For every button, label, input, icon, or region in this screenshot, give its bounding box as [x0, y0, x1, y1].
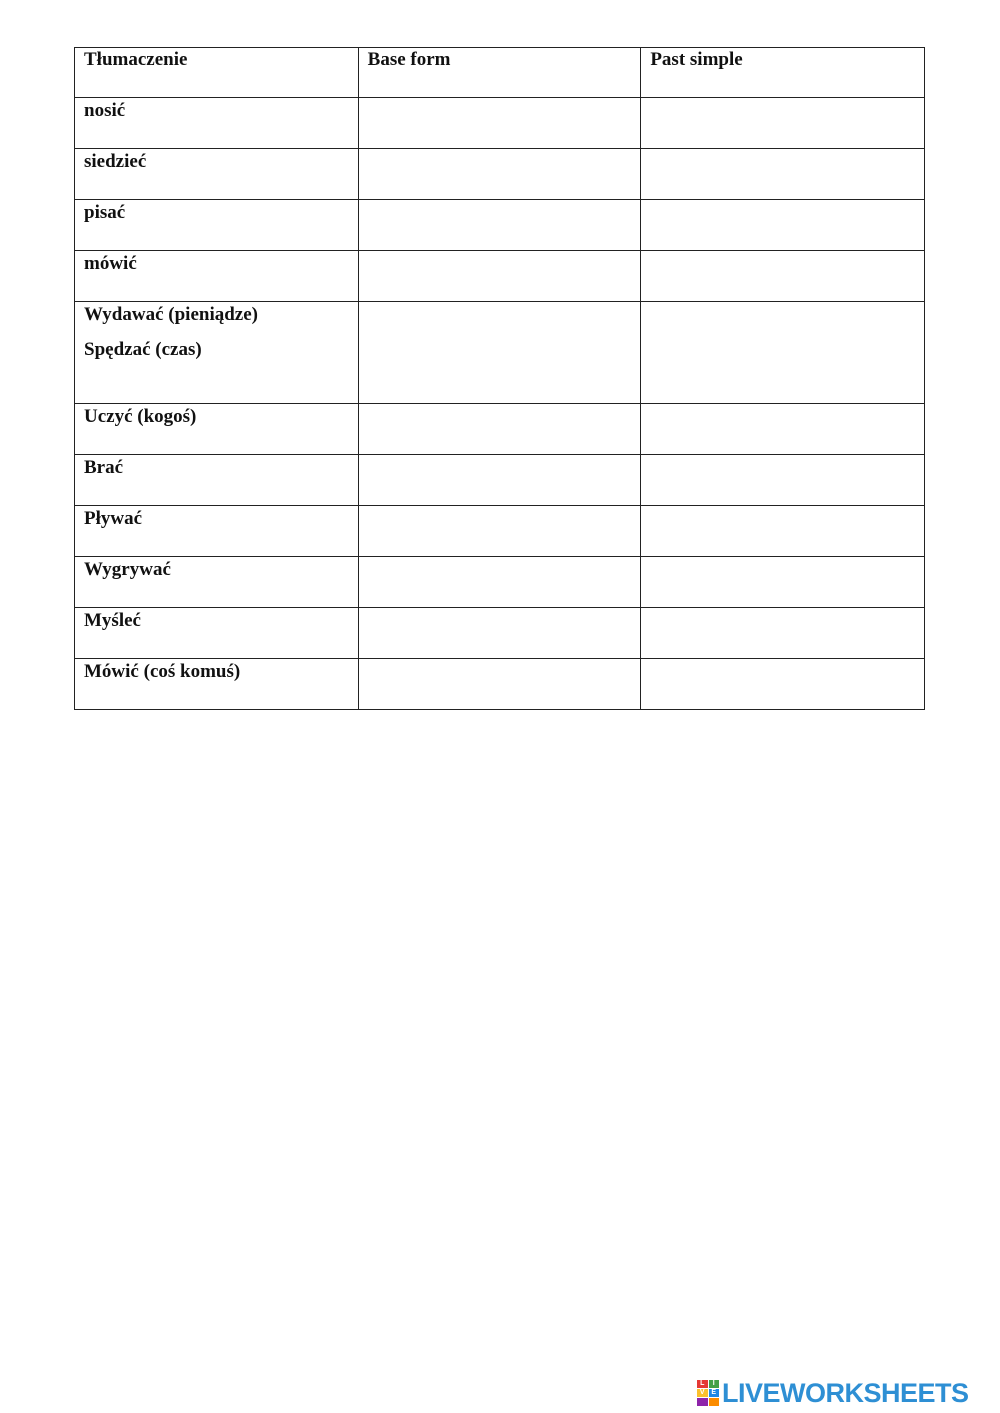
base-form-answer-cell[interactable]	[358, 608, 641, 659]
logo-mark-block	[697, 1398, 708, 1406]
table-row	[75, 98, 925, 149]
table-row	[75, 251, 925, 302]
past-simple-answer-cell[interactable]	[641, 455, 925, 506]
table-row	[75, 302, 925, 404]
translation-cell	[75, 608, 359, 659]
past-simple-answer-cell[interactable]	[641, 149, 925, 200]
translation-text: Myśleć	[84, 610, 141, 631]
translation-cell	[75, 659, 359, 710]
translation-cell	[75, 404, 359, 455]
translation-text: mówić	[84, 253, 137, 274]
table-row	[75, 200, 925, 251]
base-form-answer-cell[interactable]	[358, 506, 641, 557]
past-simple-answer-cell[interactable]	[641, 506, 925, 557]
table-row	[75, 455, 925, 506]
table-row	[75, 659, 925, 710]
translation-text: Pływać	[84, 508, 143, 529]
translation-cell	[75, 149, 359, 200]
base-form-answer-cell[interactable]	[358, 557, 641, 608]
header-past-simple: Past simple	[641, 48, 925, 98]
translation-text: Mówić (coś komuś)	[84, 661, 241, 682]
liveworksheets-logo-text: LIVEWORKSHEETS	[722, 1378, 969, 1408]
logo-mark-block: E	[709, 1389, 720, 1397]
vocabulary-table	[74, 47, 925, 710]
past-simple-answer-cell[interactable]	[641, 302, 925, 404]
header-base-form: Base form	[358, 48, 641, 98]
translation-text: Wygrywać	[84, 559, 171, 580]
liveworksheets-logo	[697, 1378, 969, 1408]
table-row	[75, 506, 925, 557]
translation-cell	[75, 98, 359, 149]
past-simple-answer-cell[interactable]	[641, 608, 925, 659]
past-simple-answer-cell[interactable]	[641, 557, 925, 608]
logo-mark-block	[709, 1398, 720, 1406]
liveworksheets-logo-icon	[697, 1380, 719, 1406]
past-simple-answer-cell[interactable]	[641, 659, 925, 710]
translation-text: Wydawać (pieniądze)	[84, 304, 258, 325]
translation-cell	[75, 557, 359, 608]
logo-mark-block: I	[709, 1380, 720, 1388]
past-simple-answer-cell[interactable]	[641, 251, 925, 302]
table-row	[75, 404, 925, 455]
logo-mark-block: V	[697, 1389, 708, 1397]
past-simple-answer-cell[interactable]	[641, 200, 925, 251]
base-form-answer-cell[interactable]	[358, 404, 641, 455]
translation-text-second-line: Spędzać (czas)	[84, 339, 202, 360]
translation-cell	[75, 455, 359, 506]
base-form-answer-cell[interactable]	[358, 659, 641, 710]
base-form-answer-cell[interactable]	[358, 149, 641, 200]
translation-text: Uczyć (kogoś)	[84, 406, 197, 427]
table-row	[75, 608, 925, 659]
translation-text: nosić	[84, 100, 126, 121]
base-form-answer-cell[interactable]	[358, 200, 641, 251]
translation-cell	[75, 200, 359, 251]
translation-text: pisać	[84, 202, 126, 223]
translation-text: Brać	[84, 457, 124, 478]
table-header-row	[75, 48, 925, 98]
translation-cell	[75, 302, 359, 404]
base-form-answer-cell[interactable]	[358, 251, 641, 302]
logo-mark-block: L	[697, 1380, 708, 1388]
translation-cell	[75, 251, 359, 302]
past-simple-answer-cell[interactable]	[641, 98, 925, 149]
base-form-answer-cell[interactable]	[358, 455, 641, 506]
base-form-answer-cell[interactable]	[358, 98, 641, 149]
table-row	[75, 557, 925, 608]
translation-text: siedzieć	[84, 151, 147, 172]
past-simple-answer-cell[interactable]	[641, 404, 925, 455]
translation-cell	[75, 506, 359, 557]
table-row	[75, 149, 925, 200]
header-translation: Tłumaczenie	[75, 48, 359, 98]
base-form-answer-cell[interactable]	[358, 302, 641, 404]
